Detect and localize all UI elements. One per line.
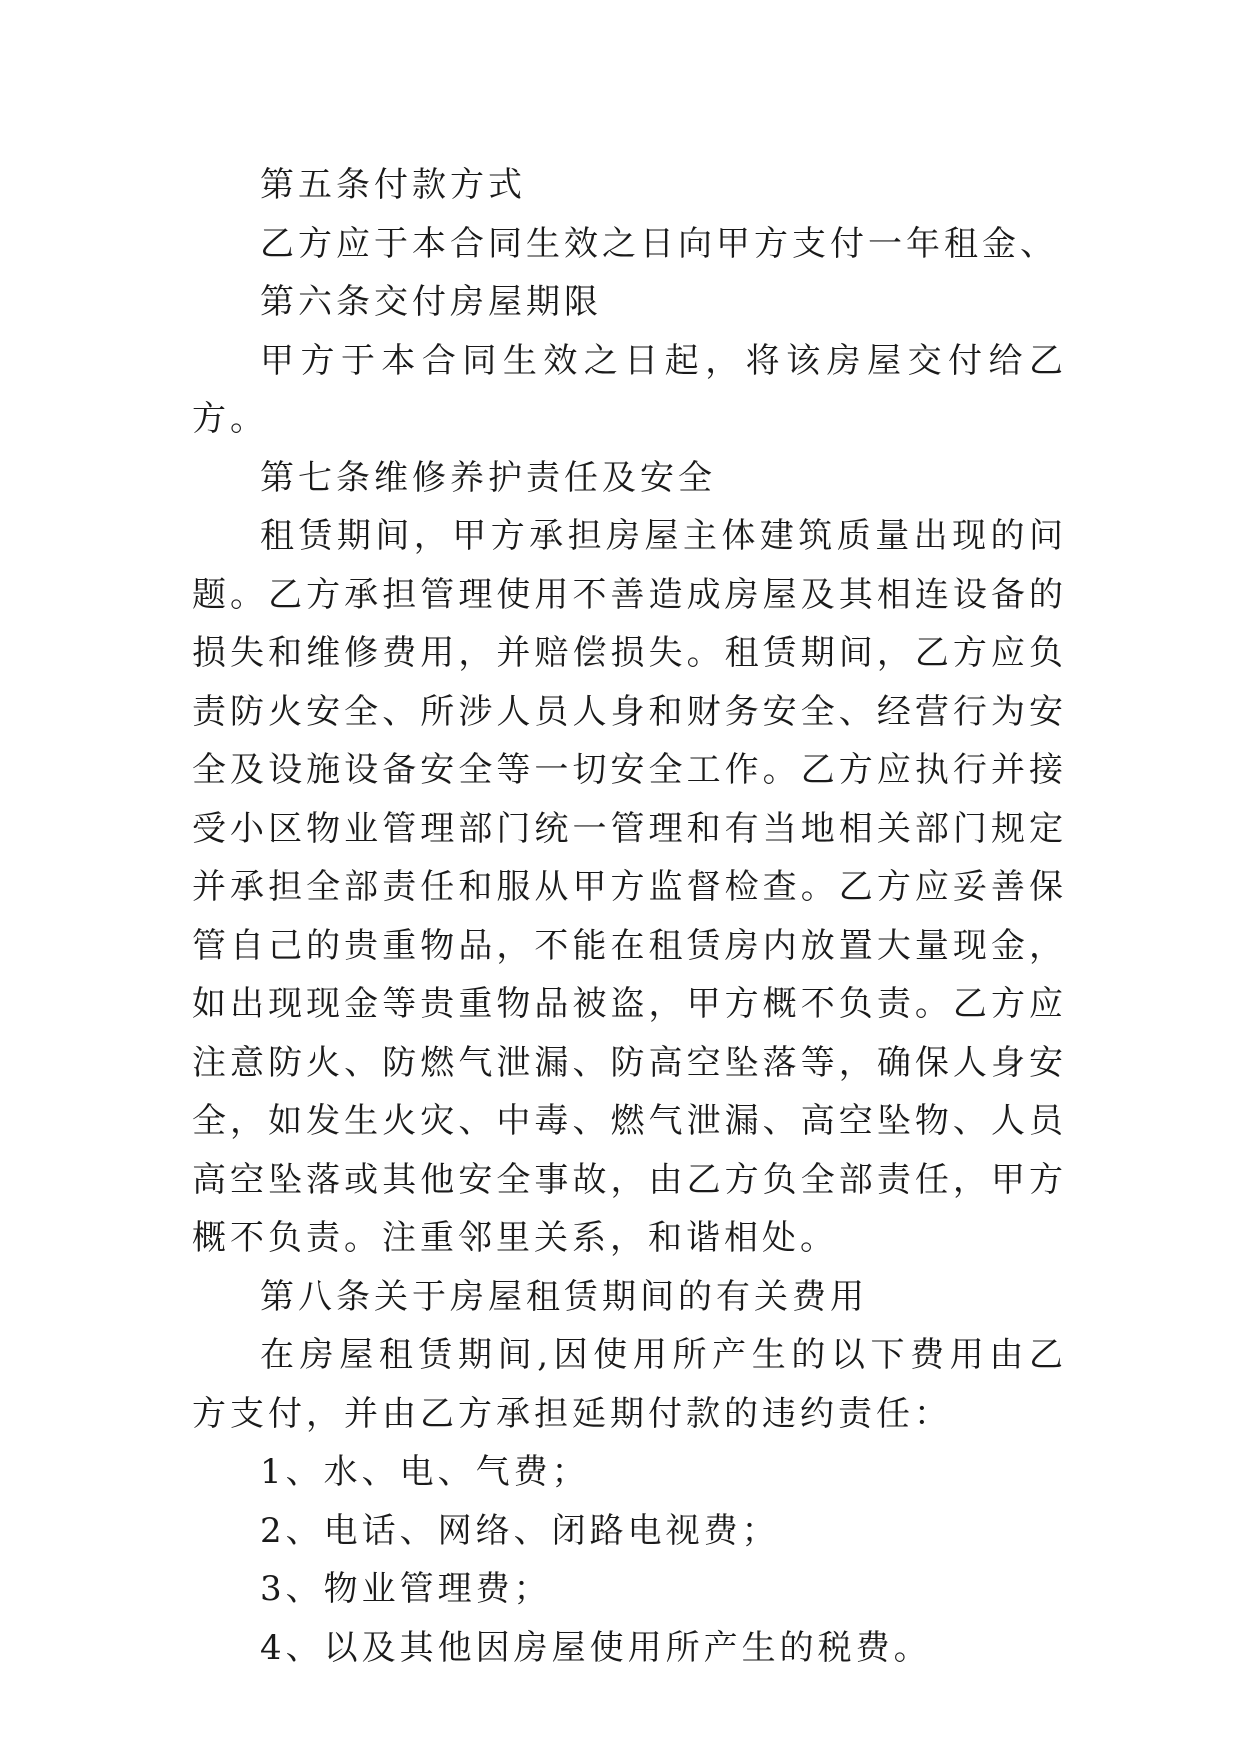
- list-item-utilities: 1、水、电、气费；: [260, 1452, 590, 1492]
- section-heading-payment: 第五条付款方式: [260, 165, 526, 205]
- list-item-property-fee: 3、物业管理费；: [260, 1569, 552, 1609]
- section-heading-delivery: 第六条交付房屋期限: [260, 282, 602, 322]
- list-item-telecom: 2、电话、网络、闭路电视费；: [260, 1510, 780, 1551]
- section-heading-fees: 第八条关于房屋租赁期间的有关费用: [260, 1276, 868, 1317]
- paragraph-payment: 乙方应于本合同生效之日向甲方支付一年租金、: [260, 223, 1058, 264]
- paragraph-delivery: 甲方于本合同生效之日起，将该房屋交付给乙方。: [192, 340, 1067, 439]
- list-item-taxes: 4、以及其他因房屋使用所产生的税费。: [260, 1627, 932, 1668]
- section-heading-maintenance: 第七条维修养护责任及安全: [260, 457, 716, 498]
- paragraph-fees: 在房屋租赁期间,因使用所产生的以下费用由乙方支付，并由乙方承担延期付款的违约责任：: [192, 1335, 1067, 1434]
- paragraph-maintenance: 租赁期间，甲方承担房屋主体建筑质量出现的问题。乙方承担管理使用不善造成房屋及其相连设备的损失和维修费用，并赔偿损失。租赁期间，乙方应负责防火安全、所涉人员人身和财务安全、经营行为安全及设施设备安全等一切安全工作。乙方应执行并接受小区物业管理部门统一管理和有当地相关部门规定并承担全部责任和服从甲方监督检查。乙方应妥善保管自己的贵重物品，不能在租赁房内放置大量现金，如出现现金等贵重物品被盗，甲方概不负责。乙方应注意防火、防燃气泄漏、防高空坠落等，确保人身安全，如发生火灾、中毒、燃气泄漏、高空坠物、人员高空坠落或其他安全事故，由乙方负全部责任，甲方概不负责。注重邻里关系，和谐相处。: [192, 516, 1067, 1258]
- document-body: [192, 156, 1067, 1677]
